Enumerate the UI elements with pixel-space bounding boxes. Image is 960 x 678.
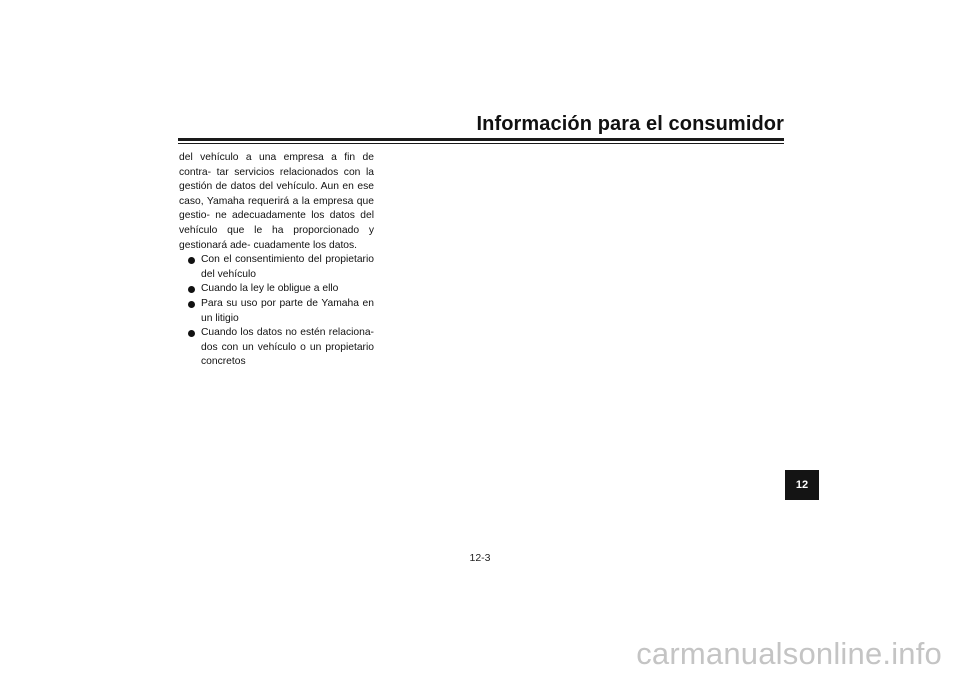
list-item-text: Cuando los datos no estén relaciona-dos con un vehículo o un propietario concretos (201, 327, 374, 368)
paragraph-line: ne adecuadamente los datos del vehículo (179, 210, 374, 236)
list-item (179, 297, 374, 326)
bullet-dot-icon (188, 301, 195, 308)
paragraph-line: datos del vehículo. Aun en ese caso, (179, 181, 374, 207)
chapter-tab: 12 (785, 470, 819, 500)
paragraph-line: tar servicios relacionados con la gestión de (179, 166, 374, 193)
paragraph-line: que le ha proporcionado y gestionará ade- (179, 224, 374, 251)
list-item (179, 282, 374, 297)
list-item (179, 326, 374, 370)
page-title: Información para el consumidor (476, 113, 784, 135)
list-item-text: Con el consentimiento del propietario del vehículo (201, 254, 374, 280)
paragraph-line: Yamaha requerirá a la empresa que gestio- (179, 195, 374, 222)
bullet-list (179, 253, 374, 370)
page-number: 12-3 (469, 552, 491, 564)
header-rule-thick (178, 138, 784, 141)
list-item-text: Para su uso por parte de Yamaha en un litigio (201, 297, 374, 324)
bullet-dot-icon (188, 257, 195, 264)
paragraph-line: del vehículo a una empresa a fin de contra- (179, 152, 374, 178)
bullet-dot-icon (188, 286, 195, 293)
header-rule-thin (178, 143, 784, 144)
body-text-column (179, 151, 374, 370)
watermark: carmanualsonline.info (636, 636, 942, 671)
bullet-dot-icon (188, 330, 195, 337)
list-item-text: Cuando la ley le obligue a ello (201, 283, 339, 295)
list-item (179, 253, 374, 282)
paragraph-line: cuadamente los datos. (253, 239, 358, 251)
body-paragraph (179, 151, 374, 253)
